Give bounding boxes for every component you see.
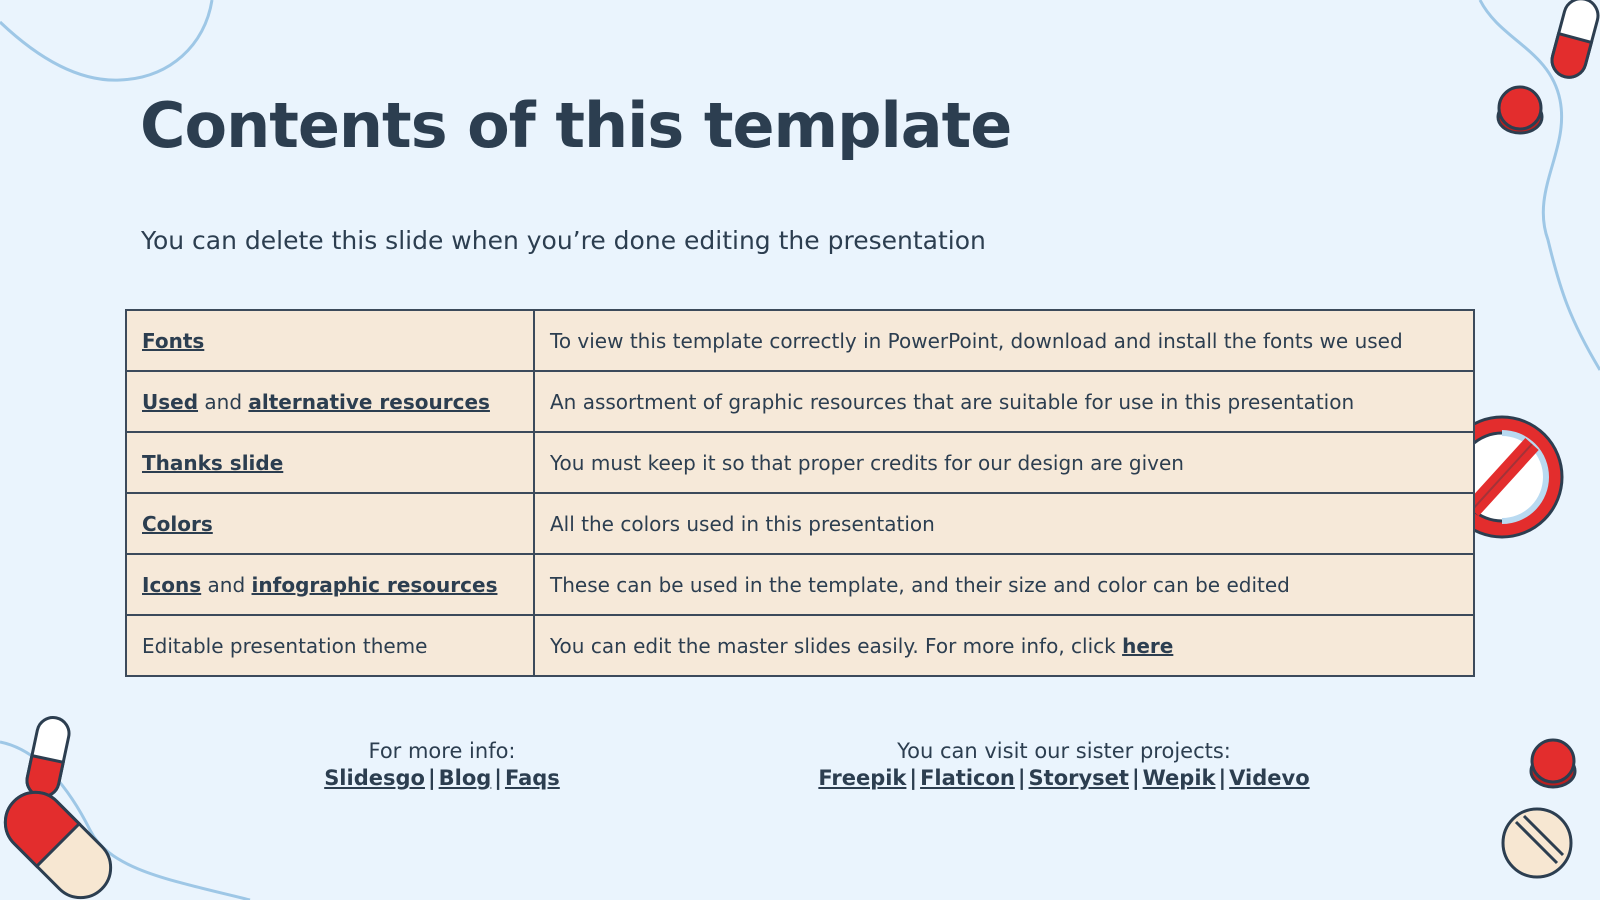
cell-text: Editable presentation theme (142, 633, 428, 658)
page-subtitle: You can delete this slide when you’re done editing the presentation (141, 226, 986, 255)
footer-sister-projects (764, 738, 1364, 792)
alternative-resources-link[interactable]: alternative resources (248, 389, 490, 414)
row-topic-cell (126, 493, 534, 554)
footer-sister-projects-links (764, 765, 1364, 792)
link-separator: | (909, 766, 918, 790)
link-separator: | (427, 766, 436, 790)
footer-more-info (242, 738, 642, 792)
row-description-cell (534, 310, 1474, 371)
swirl-top-left (0, 0, 212, 80)
flaticon-link[interactable]: Flaticon (920, 766, 1015, 790)
capsule-top-right-icon (1548, 0, 1600, 81)
icons-link[interactable]: Icons (142, 572, 202, 597)
table-row (126, 554, 1474, 615)
used-link[interactable]: Used (142, 389, 199, 414)
footer-more-info-links (242, 765, 642, 792)
cell-text: You must keep it so that proper credits for our design are given (550, 450, 1184, 475)
row-description-cell (534, 371, 1474, 432)
here-link[interactable]: here (1122, 633, 1174, 658)
table-row (126, 310, 1474, 371)
cell-text: and (198, 389, 249, 414)
colors-link[interactable]: Colors (142, 511, 213, 536)
table-row (126, 371, 1474, 432)
capsule-bottom-left-large-icon (0, 780, 123, 900)
row-topic-cell (126, 371, 534, 432)
red-pill-bottom-icon (1531, 740, 1575, 787)
row-description-cell (534, 615, 1474, 676)
red-pill-top-icon (1498, 87, 1542, 133)
page-title: Contents of this template (140, 89, 1012, 162)
cell-text: To view this template correctly in PowerPoint, download and install the fonts we used (550, 328, 1403, 353)
table-row (126, 432, 1474, 493)
slidesgo-link[interactable]: Slidesgo (324, 766, 425, 790)
table-row (126, 615, 1474, 676)
row-description-cell (534, 554, 1474, 615)
cell-text: These can be used in the template, and their size and color can be edited (550, 572, 1290, 597)
row-topic-cell (126, 554, 534, 615)
videvo-link[interactable]: Videvo (1229, 766, 1310, 790)
row-topic-cell (126, 432, 534, 493)
table-row (126, 493, 1474, 554)
link-separator: | (1218, 766, 1227, 790)
cell-text: An assortment of graphic resources that are suitable for use in this presentation (550, 389, 1355, 414)
scored-tablet-icon (1503, 809, 1571, 877)
link-separator: | (494, 766, 502, 790)
contents-table (125, 309, 1475, 677)
row-topic-cell (126, 615, 534, 676)
fonts-link[interactable]: Fonts (142, 328, 205, 353)
cell-text: You can edit the master slides easily. For more info, click (550, 633, 1123, 658)
cell-text: All the colors used in this presentation (550, 511, 935, 536)
link-separator: | (1017, 766, 1026, 790)
thanks-slide-link[interactable]: Thanks slide (142, 450, 284, 475)
blog-link[interactable]: Blog (438, 766, 492, 790)
freepik-link[interactable]: Freepik (818, 766, 907, 790)
row-description-cell (534, 493, 1474, 554)
wepik-link[interactable]: Wepik (1142, 766, 1216, 790)
link-separator: | (1131, 766, 1140, 790)
footer-more-info-heading: For more info: (368, 739, 516, 763)
cell-text: and (201, 572, 252, 597)
storyset-link[interactable]: Storyset (1028, 766, 1129, 790)
footer-sister-projects-heading: You can visit our sister projects: (897, 739, 1231, 763)
faqs-link[interactable]: Faqs (504, 766, 560, 790)
row-description-cell (534, 432, 1474, 493)
infographic-resources-link[interactable]: infographic resources (251, 572, 498, 597)
row-topic-cell (126, 310, 534, 371)
